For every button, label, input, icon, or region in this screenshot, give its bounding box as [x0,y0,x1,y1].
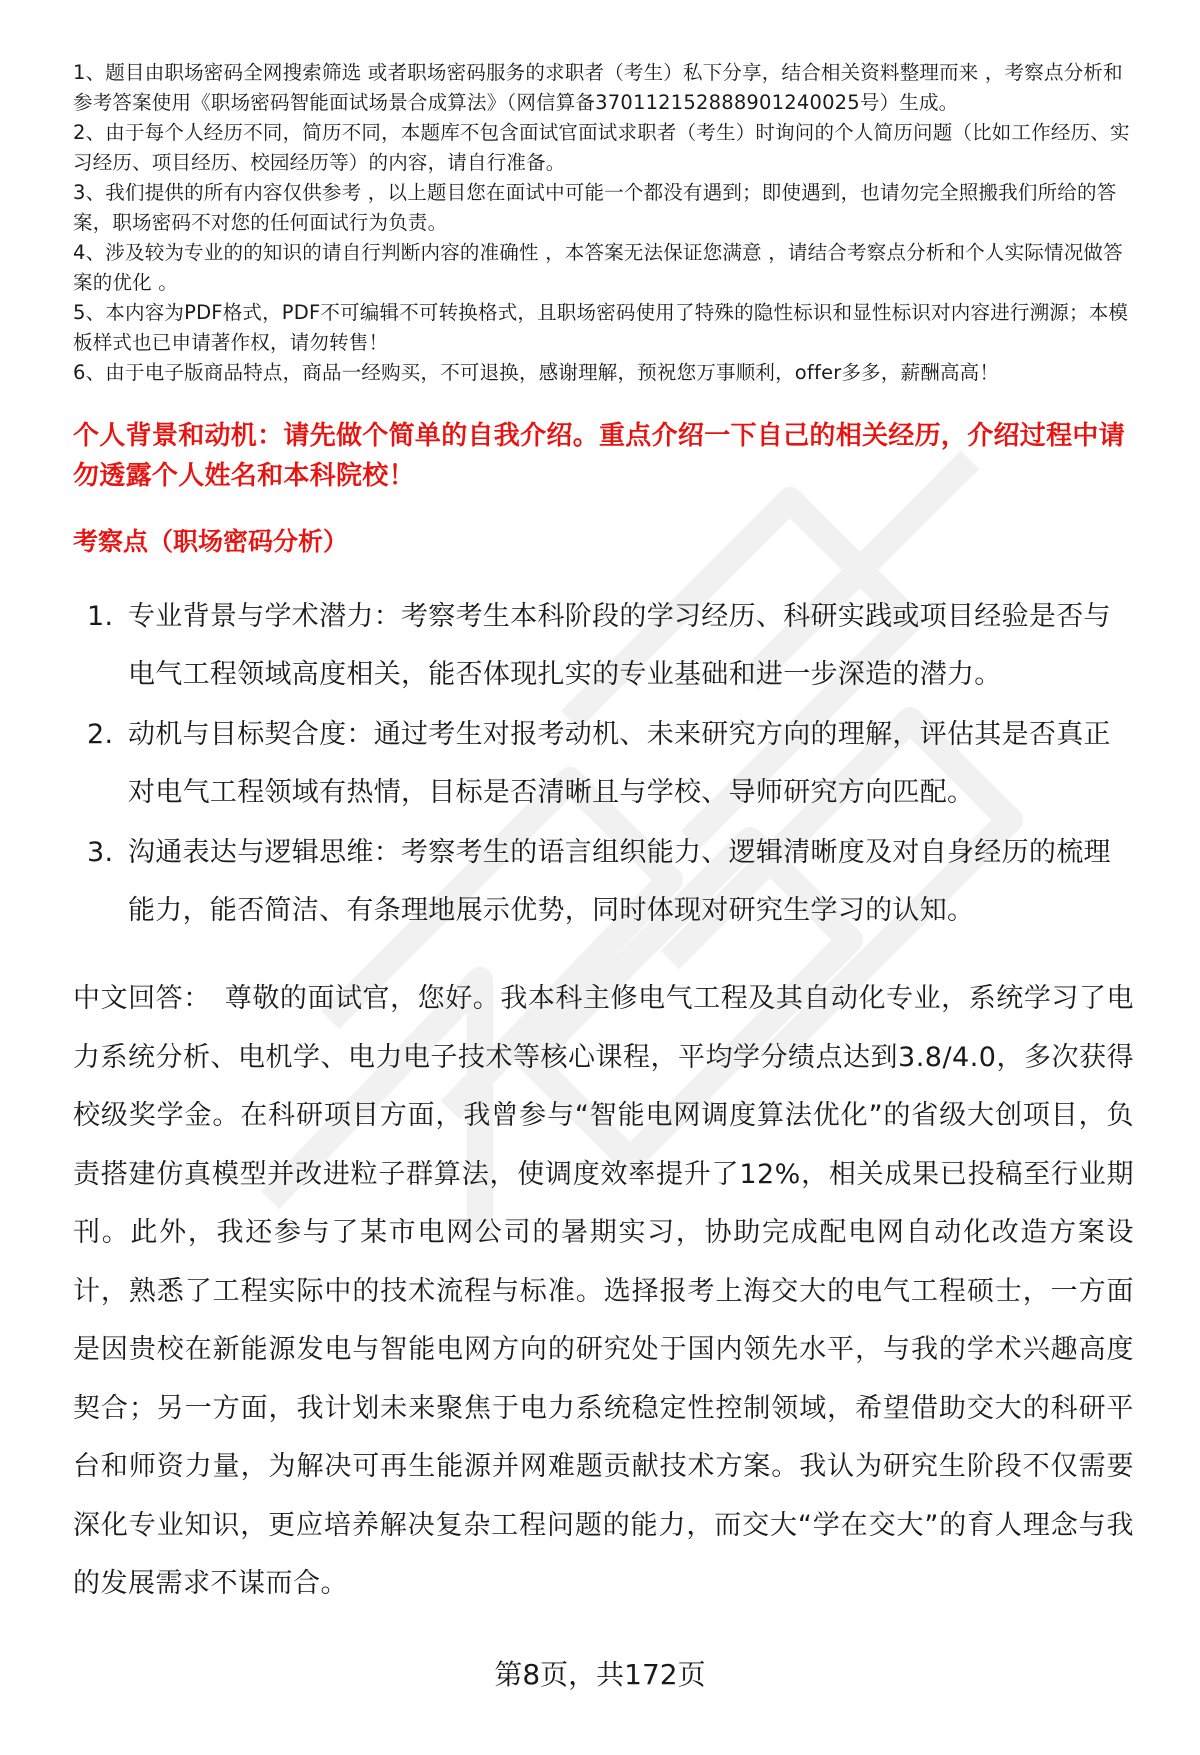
disclaimer-notes [73,58,1134,388]
analysis-point [73,588,1134,704]
disclaimer-note: 4、涉及较为专业的的知识的请自行判断内容的准确性 ，本答案无法保证您满意 ，请结合考察点分析和个人实际情况做答案的优化 。 [73,241,1123,294]
point-text: 专业背景与学术潜力：考察考生本科阶段的学习经历、科研实践或项目经验是否与电气工程领域高度相关，能否体现扎实的专业基础和进一步深造的潜力。 [128,601,1111,690]
disclaimer-note: 2、由于每个人经历不同，简历不同，本题库不包含面试官面试求职者（考生）时询问的个人简历问题（比如工作经历、实习经历、项目经历、校园经历等）的内容，请自行准备。 [73,121,1130,174]
disclaimer-note: 6、由于电子版商品特点，商品一经购买，不可退换，感谢理解，预祝您万事顺利，offer多多，薪酬高高！ [73,361,1000,384]
analysis-point [73,824,1134,940]
disclaimer-note: 3、我们提供的所有内容仅供参考 ，以上题目您在面试中可能一个都没有遇到；即使遇到，也请勿完全照搬我们所给的答案，职场密码不对您的任何面试行为负责。 [73,181,1117,234]
disclaimer-note: 1、题目由职场密码全网搜索筛选 或者职场密码服务的求职者（考生）私下分享，结合相关资料整理而来 ，考察点分析和参考答案使用《职场密码智能面试场景合成算法》（网信算备370112152888901240025号）生成。 [73,61,1123,114]
point-number: 1. [87,601,114,632]
page-footer: 第8页，共172页 [494,1658,706,1691]
answer-paragraph [73,970,1134,1614]
point-number: 3. [87,837,114,868]
question-heading: 个人背景和动机：请先做个简单的自我介绍。重点介绍一下自己的相关经历，介绍过程中请勿透露个人姓名和本科院校！ [73,421,1126,491]
answer-label: 中文回答： [73,983,211,1014]
analysis-title: 考察点（职场密码分析） [73,527,349,556]
disclaimer-note: 5、本内容为PDF格式，PDF不可编辑不可转换格式，且职场密码使用了特殊的隐性标识和显性标识对内容进行溯源；本模板样式也已申请著作权，请勿转售！ [73,301,1129,354]
point-text: 沟通表达与逻辑思维：考察考生的语言组织能力、逻辑清晰度及对自身经历的梳理能力，能否简洁、有条理地展示优势，同时体现对研究生学习的认知。 [128,837,1111,926]
point-number: 2. [87,719,114,750]
point-text: 动机与目标契合度：通过考生对报考动机、未来研究方向的理解，评估其是否真正对电气工程领域有热情，目标是否清晰且与学校、导师研究方向匹配。 [128,719,1111,808]
answer-text: 尊敬的面试官，您好。我本科主修电气工程及其自动化专业，系统学习了电力系统分析、电机学、电力电子技术等核心课程，平均学分绩点达到3.8/4.0，多次获得校级奖学金。在科研项目方面，我曾参与“智能电网调度算法优化”的省级大创项目，负责搭建仿真模型并改进粒子群算法，使调度效率提升了12%，相关成果已投稿至行业期刊。此外，我还参与了某市电网公司的暑期实习，协助完成配电网自动化改造方案设计，熟悉了工程实际中的技术流程与标准。选择报考上海交大的电气工程硕士，一方面是因贵校在新能源发电与智能电网方向的研究处于国内领先水平，与我的学术兴趣高度契合；另一方面，我计划未来聚焦于电力系统稳定性控制领域，希望借助交大的科研平台和师资力量，为解决可再生能源并网难题贡献技术方案。我认为研究生阶段不仅需要深化专业知识，更应培养解决复杂工程问题的能力，而交大“学在交大”的育人理念与我的发展需求不谋而合。 [73,983,1135,1599]
analysis-points [73,588,1134,940]
analysis-point [73,706,1134,822]
